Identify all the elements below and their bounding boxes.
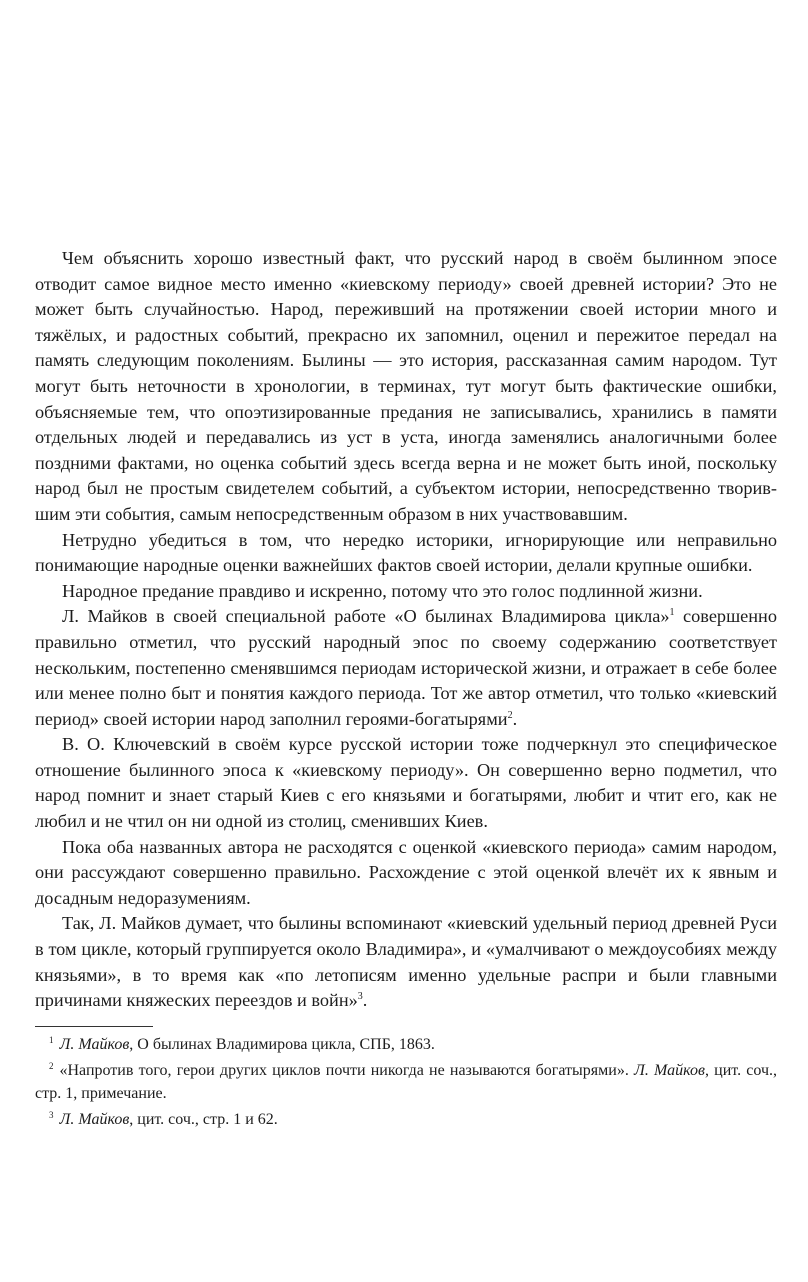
footnote-3-text: , цит. соч., стр. 1 и 62. — [129, 1111, 278, 1129]
paragraph-1: Чем объяснить хорошо известный факт, что русский народ в своём былинном эпосе отводит самое видное место именно «киевскому периоду» своей древней истории? Это не может быть случайностью. Народ, переживший на протяжении своей истории много и тяжёлых, и радостных событий, прекрасно их запомнил, оценил и пережитое передал на память следующим поколениям. Былины — это история, рассказанная самим народом. Тут могут быть неточности в хронологии, в терминах, тут могут быть фактические ошибки, объясняемые тем, что опоэтизированные предания не записывались, хранились в памяти отдельных людей и передавались из уст в уста, иногда заменялись аналогичными более поздними фактами, но оценка событий здесь всегда верна и не может быть иной, поскольку народ был не простым свидетелем событий, а субъектом истории, непосредственно творившим эти события, самым непосредственным образом в них участвовавшим. — [35, 248, 777, 524]
paragraph-4-text-c: . — [512, 708, 518, 729]
page — [35, 246, 777, 1132]
paragraph-7-text-b: . — [362, 990, 368, 1011]
footnote-2 — [35, 1060, 777, 1105]
footnote-2-author: Л. Майков — [634, 1062, 705, 1080]
footnote-divider — [35, 1026, 153, 1027]
footnote-2-text: , цит. соч., стр. 1, примечание. — [35, 1062, 777, 1102]
paragraph-6: Пока оба названных автора не расходятся с оценкой «киевского периода» самим народом, они рассуждают совершенно правильно. Расхождение с этой оценкой влечёт их к явным и досадным недоразумениям. — [35, 836, 777, 908]
paragraph-5: В. О. Ключевский в своём курсе русской истории тоже подчеркнул это специфическое отношение былинного эпоса к «киевскому периоду». Он совершенно верно подметил, что народ помнит и знает старый Киев с его князьями и богатырями, любит и чтит его, как не любил и не чтил он ни одной из столиц, сменивших Киев. — [35, 734, 777, 832]
footnote-ref-2[interactable]: 2 — [507, 709, 513, 721]
footnote-3 — [35, 1109, 777, 1132]
footnote-3-author: Л. Майков — [59, 1111, 130, 1129]
paragraph-3: Народное предание правдиво и искренно, потому что это голос подлинной жизни. — [62, 580, 703, 601]
footnote-ref-1[interactable]: 1 — [669, 607, 675, 619]
footnote-2-quote: «Напротив того, герои других циклов почти никогда не называются богатырями». — [59, 1062, 635, 1080]
paragraph-4-text-a: Л. Майков в своей специальной работе «О былинах Владимирова цикла» — [62, 606, 670, 627]
footnote-1-number: 1 — [49, 1034, 54, 1045]
footnote-3-number: 3 — [49, 1110, 54, 1121]
paragraph-7 — [35, 911, 777, 1013]
paragraph-4 — [35, 604, 777, 732]
footnote-1-text: , О былинах Владимирова цикла, СПБ, 1863. — [129, 1035, 435, 1053]
footnote-2-number: 2 — [49, 1061, 54, 1072]
footnote-1 — [35, 1034, 777, 1057]
paragraph-2: Нетрудно убедиться в том, что нередко историки, игнорирующие или неправильно понимающие народные оценки важнейших фактов своей истории, делали крупные ошибки. — [35, 529, 777, 576]
paragraph-4-text-b: совершенно правильно отметил, что русский народный эпос по своему содержанию соответствует нескольким, постепенно сменявшимся периодам исторической жизни, и отражает в себе более или менее полно быт и понятия каждого периода. Тот же автор отметил, что только «киевский период» своей истории народ заполнил героями-богатырями — [35, 606, 777, 729]
main-text — [35, 246, 777, 1014]
footnote-1-author: Л. Майков — [59, 1035, 130, 1053]
paragraph-7-text-a: Так, Л. Майков думает, что былины вспоминают «киевский удельный период древней Руси в том цикле, который группируется около Владимира», и «умалчивают о междоусобиях между князьями», в то время как «по летописям именно удельные распри и были главными причинами княжеских переездов и войн» — [35, 913, 777, 1011]
footnote-ref-3[interactable]: 3 — [357, 991, 363, 1003]
footnotes — [35, 1034, 777, 1132]
